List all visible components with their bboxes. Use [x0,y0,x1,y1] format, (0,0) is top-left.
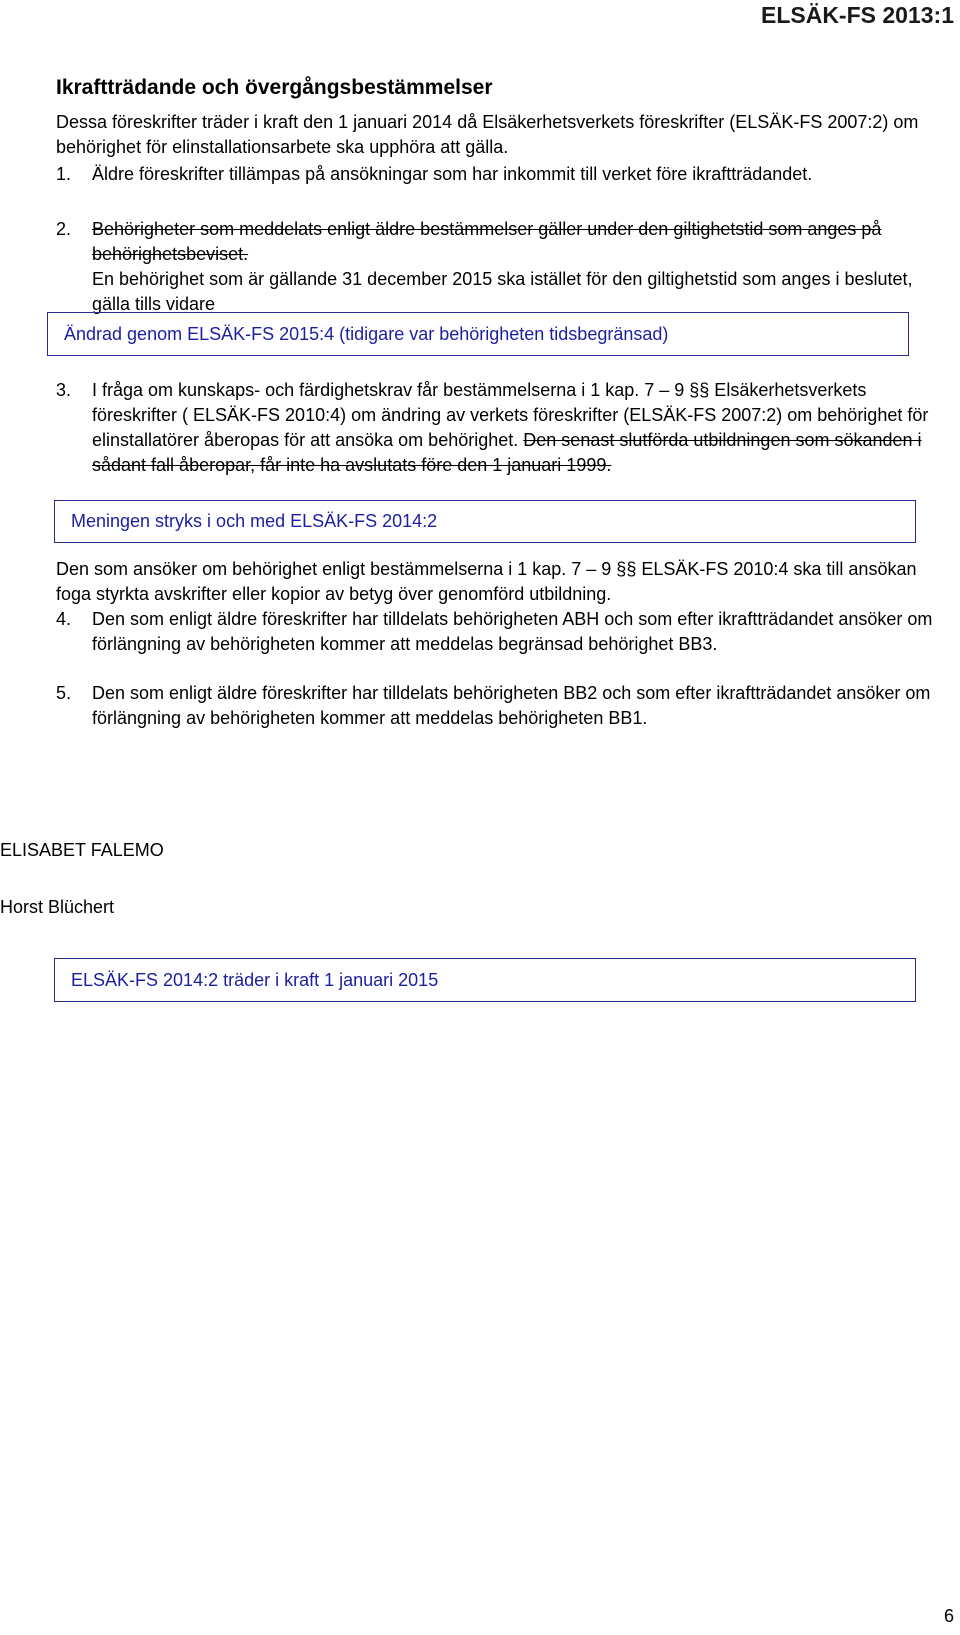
struck-text: Behörigheter som meddelats enligt äldre bestämmelser gäller under den giltighetstid som anges på behörighetsbeviset. [92,219,882,264]
item-text: Den som enligt äldre föreskrifter har tilldelats behörigheten BB2 och som efter ikraftträdandet ansöker om förlängning av behörigheten kommer att meddelas behörigheten BB1. [92,683,931,728]
item-number: 5. [56,683,72,703]
amendment-note-box [54,958,916,1002]
item-number: 2. [56,219,72,239]
item-text: I fråga om kunskaps- och färdighetskrav får bestämmelserna i 1 kap. 7 – 9 §§ Elsäkerhetsverkets föreskrifter ( ELSÄK-FS 2010:4) om ändring av verkets föreskrifter (ELSÄK-FS 2007:2) om behörighet för elinstallatörer åberopas för att ansöka om behörighet. [92,380,929,450]
amendment-note-text: Ändrad genom ELSÄK-FS 2015:4 (tidigare var behörigheten tidsbegränsad) [64,323,669,344]
item-number: 4. [56,609,72,629]
page-number: 6 [943,1606,954,1626]
list-item-4 [56,607,936,657]
amendment-note-box [47,312,909,356]
item-number: 1. [56,164,72,184]
signature-name-2: Horst Blüchert [0,897,115,917]
list-item-2 [56,217,936,317]
document-id: ELSÄK-FS 2013:1 [760,2,954,28]
amendment-note-text: Meningen stryks i och med ELSÄK-FS 2014:2 [71,511,438,531]
item-text: Äldre föreskrifter tillämpas på ansökningar som har inkommit till verket före ikraftträdandet. [92,164,813,184]
signature-name-1: ELISABET FALEMO [0,840,164,860]
list-item-3 [56,378,936,478]
amendment-note-text: ELSÄK-FS 2014:2 träder i kraft 1 januari 2015 [71,969,439,990]
struck-text: Den senast slutförda utbildningen som sökanden i sådant fall åberopar, får inte ha avslutats före den 1 januari 1999. [92,430,922,475]
intro-paragraph: Dessa föreskrifter träder i kraft den 1 januari 2014 då Elsäkerhetsverkets föreskrifter (ELSÄK-FS 2007:2) om behörighet för elinstallationsarbete ska upphöra att gälla. [56,112,919,157]
item-text: Den som enligt äldre föreskrifter har tilldelats behörigheten ABH och som efter ikraftträdandet ansöker om förlängning av behörigheten kommer att meddelas begränsad behörighet BB3. [92,609,933,654]
amendment-note-box [54,500,916,543]
item-3-continuation: Den som ansöker om behörighet enligt bestämmelserna i 1 kap. 7 – 9 §§ ELSÄK-FS 2010:4 ska till ansökan foga styrkta avskrifter eller kopior av betyg över genomförd utbildning. [56,559,917,604]
item-text: En behörighet som är gällande 31 december 2015 ska istället för den giltighetstid som anges i beslutet, gälla tills vidare [92,269,913,314]
list-item-1 [56,162,936,187]
item-number: 3. [56,380,72,400]
section-title: Ikraftträdande och övergångsbestämmelser [56,76,493,99]
list-item-5 [56,681,936,731]
